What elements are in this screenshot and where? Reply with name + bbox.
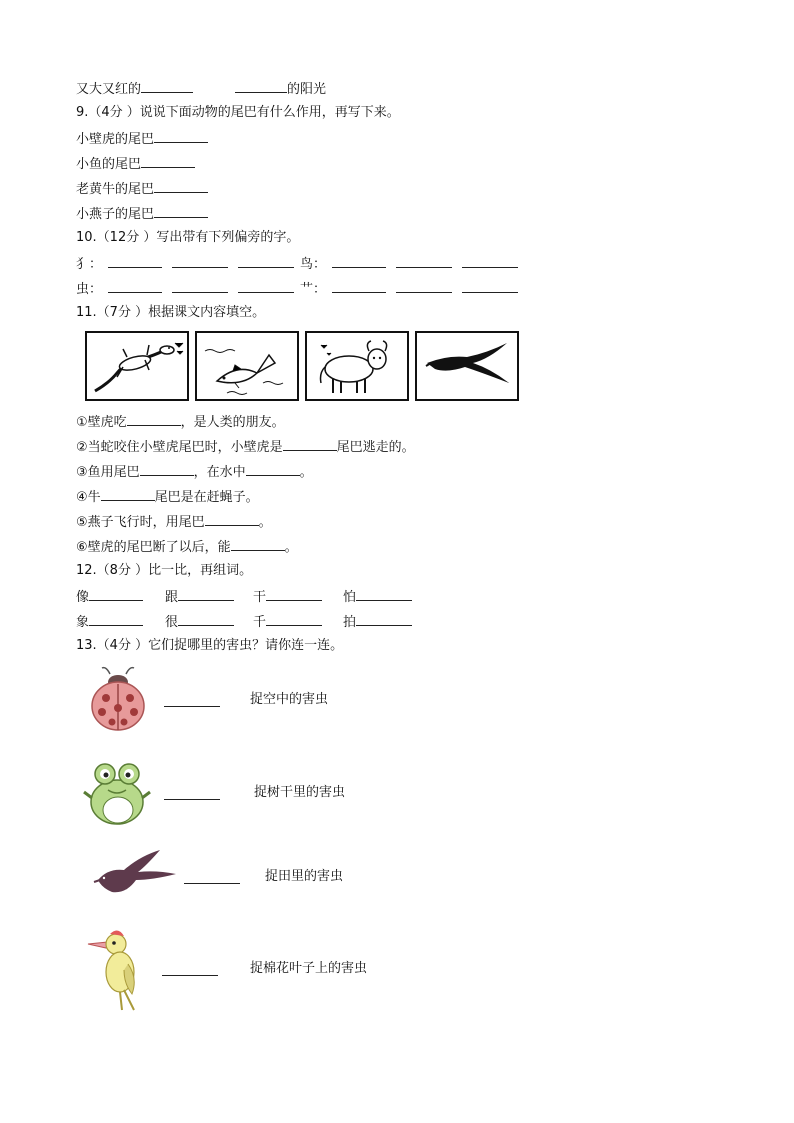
fish-picture	[195, 331, 299, 401]
blank[interactable]	[154, 204, 208, 218]
q9-item: 小燕子的尾巴	[76, 204, 208, 224]
match-blank[interactable]	[164, 786, 220, 800]
blank[interactable]	[101, 487, 155, 501]
gecko-picture	[85, 331, 189, 401]
blank[interactable]	[462, 279, 518, 293]
target-label: 捉棉花叶子上的害虫	[250, 961, 368, 976]
q11-sentence-1: ①壁虎吃 ，是人类的朋友。	[76, 412, 285, 432]
blank[interactable]	[283, 437, 337, 451]
blank[interactable]	[462, 254, 518, 268]
compare-cell: 像	[76, 587, 143, 607]
blank[interactable]	[141, 79, 193, 93]
blank[interactable]	[235, 79, 287, 93]
compare-cell: 怕	[343, 587, 412, 607]
radical-row: 犭：	[76, 254, 294, 274]
blank[interactable]	[154, 179, 208, 193]
match-blank[interactable]	[164, 693, 220, 707]
q11-heading: 11.（7分 ）根据课文内容填空。	[76, 305, 266, 320]
q9-item: 老黄牛的尾巴	[76, 179, 208, 199]
blank[interactable]	[332, 279, 386, 293]
blank[interactable]	[266, 612, 322, 626]
blank[interactable]	[141, 154, 195, 168]
radical-row: 艹：	[300, 279, 518, 299]
radical-row: 虫：	[76, 279, 294, 299]
swallow-icon	[417, 333, 517, 399]
blank[interactable]	[178, 587, 234, 601]
blank[interactable]	[266, 587, 322, 601]
ladybug-picture	[82, 664, 154, 740]
target-label: 捉空中的害虫	[250, 692, 329, 707]
blank[interactable]	[89, 612, 143, 626]
blank[interactable]	[127, 412, 181, 426]
blank[interactable]	[108, 279, 162, 293]
q11-sentence-6: ⑥壁虎的尾巴断了以后，能 。	[76, 537, 298, 557]
ladybug-icon	[82, 664, 154, 736]
blank[interactable]	[238, 279, 294, 293]
q11-sentence-4: ④牛 尾巴是在赶蝇子。	[76, 487, 259, 507]
q13-heading: 13.（4分 ）它们捉哪里的害虫？请你连一连。	[76, 638, 344, 653]
blank[interactable]	[172, 254, 228, 268]
blank[interactable]	[231, 537, 285, 551]
compare-cell: 千	[253, 612, 322, 632]
q11-sentence-3: ③鱼用尾巴 ，在水中 。	[76, 462, 313, 482]
frog-icon	[80, 758, 154, 830]
gecko-icon	[87, 333, 187, 399]
blank[interactable]	[356, 587, 412, 601]
compare-cell: 很	[165, 612, 234, 632]
frog-picture	[80, 758, 154, 834]
blank[interactable]	[89, 587, 143, 601]
compare-cell: 拍	[343, 612, 412, 632]
swallow-picture-2	[90, 846, 180, 906]
line-top: 又大又红的 的阳光	[76, 79, 326, 99]
q9-item: 小壁虎的尾巴	[76, 129, 208, 149]
q11-sentence-5: ⑤燕子飞行时，用尾巴 。	[76, 512, 272, 532]
q11-sentence-2: ②当蛇咬住小壁虎尾巴时，小壁虎是 尾巴逃走的。	[76, 437, 415, 457]
blank[interactable]	[396, 279, 452, 293]
match-blank[interactable]	[162, 962, 218, 976]
compare-cell: 象	[76, 612, 143, 632]
q9-item: 小鱼的尾巴	[76, 154, 195, 174]
blank[interactable]	[140, 462, 194, 476]
blank[interactable]	[396, 254, 452, 268]
compare-cell: 干	[253, 587, 322, 607]
blank[interactable]	[172, 279, 228, 293]
q9-heading: 9.（4分 ）说说下面动物的尾巴有什么作用，再写下来。	[76, 105, 400, 120]
swallow-icon	[90, 846, 180, 902]
blank[interactable]	[205, 512, 259, 526]
woodpecker-icon	[84, 926, 144, 1016]
ox-icon	[307, 333, 407, 399]
fish-icon	[197, 333, 297, 399]
woodpecker-picture	[84, 926, 144, 1020]
blank[interactable]	[246, 462, 300, 476]
compare-cell: 跟	[165, 587, 234, 607]
q10-heading: 10.（12分 ）写出带有下列偏旁的字。	[76, 230, 300, 245]
match-blank[interactable]	[184, 870, 240, 884]
radical-row: 鸟：	[300, 254, 518, 274]
ox-picture	[305, 331, 409, 401]
blank[interactable]	[356, 612, 412, 626]
target-label: 捉田里的害虫	[265, 869, 344, 884]
blank[interactable]	[178, 612, 234, 626]
blank[interactable]	[108, 254, 162, 268]
blank[interactable]	[238, 254, 294, 268]
target-label: 捉树干里的害虫	[254, 785, 346, 800]
blank[interactable]	[154, 129, 208, 143]
swallow-picture	[415, 331, 519, 401]
blank[interactable]	[332, 254, 386, 268]
q12-heading: 12.（8分 ）比一比，再组词。	[76, 563, 253, 578]
